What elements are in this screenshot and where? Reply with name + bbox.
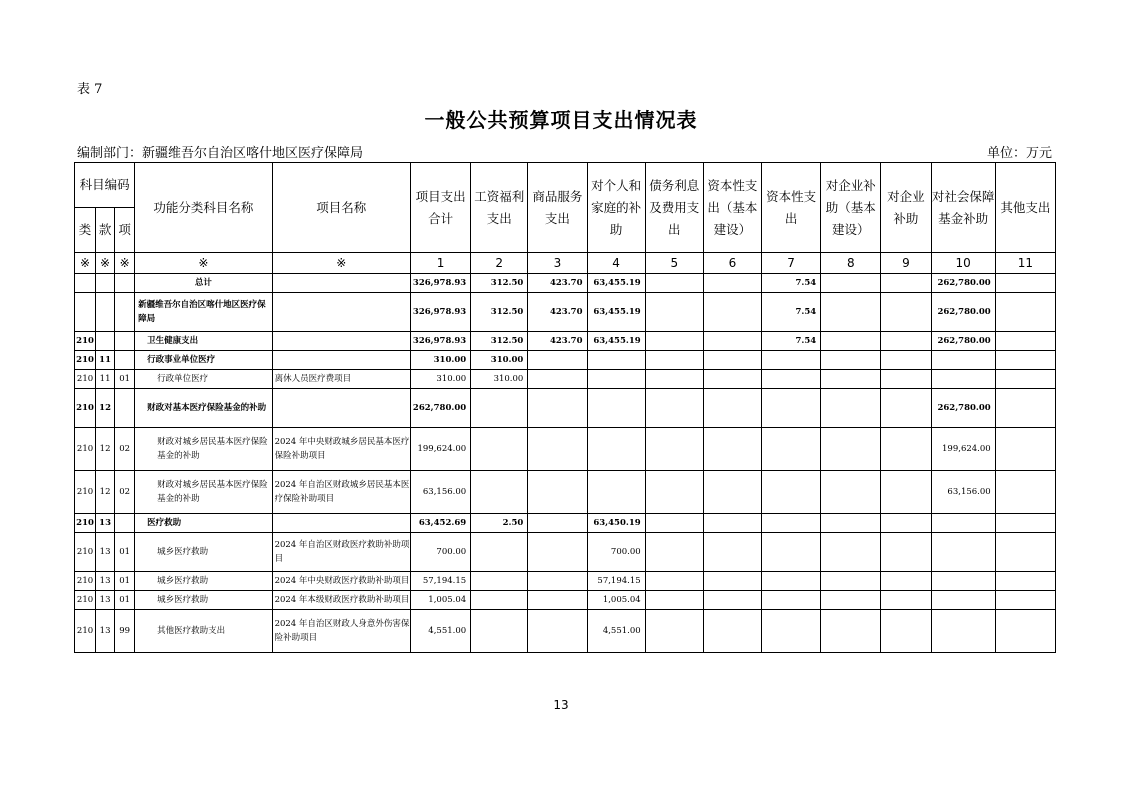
amount-cell — [703, 332, 761, 351]
amount-cell — [528, 591, 587, 610]
project-name-cell — [272, 274, 410, 293]
function-name-cell: 行政事业单位医疗 — [135, 351, 272, 370]
index-cell: 8 — [821, 253, 881, 274]
amount-cell — [703, 351, 761, 370]
col-header: 资本性支出（基本建设） — [703, 163, 761, 253]
amount-cell — [645, 471, 703, 514]
amount-cell — [881, 274, 931, 293]
amount-cell — [762, 471, 821, 514]
amount-cell: 63,450.19 — [587, 514, 645, 533]
amount-cell — [762, 610, 821, 653]
lei-cell: 210 — [75, 428, 96, 471]
kuan-cell — [96, 332, 115, 351]
amount-cell — [881, 572, 931, 591]
amount-cell — [881, 591, 931, 610]
amount-cell — [528, 514, 587, 533]
amount-cell — [995, 428, 1055, 471]
index-cell: 2 — [471, 253, 528, 274]
index-cell: 7 — [762, 253, 821, 274]
col-header: 对社会保障基金补助 — [931, 163, 995, 253]
function-name-cell: 行政单位医疗 — [135, 370, 272, 389]
amount-cell — [995, 389, 1055, 428]
amount-cell — [703, 514, 761, 533]
function-name-header: 功能分类科目名称 — [135, 163, 272, 253]
amount-cell — [528, 370, 587, 389]
amount-cell — [881, 293, 931, 332]
amount-cell: 700.00 — [587, 533, 645, 572]
amount-cell — [821, 591, 881, 610]
amount-cell — [471, 471, 528, 514]
col-header: 其他支出 — [995, 163, 1055, 253]
amount-cell — [703, 610, 761, 653]
project-name-cell — [272, 293, 410, 332]
xiang-cell — [115, 514, 135, 533]
col-header: 资本性支出 — [762, 163, 821, 253]
amount-cell — [881, 389, 931, 428]
lei-header: 类 — [75, 208, 96, 253]
amount-cell — [703, 293, 761, 332]
lei-cell — [75, 274, 96, 293]
index-cell: ※ — [96, 253, 115, 274]
table-row — [75, 293, 1056, 332]
kuan-cell: 12 — [96, 389, 115, 428]
kuan-cell: 11 — [96, 370, 115, 389]
lei-cell: 210 — [75, 351, 96, 370]
amount-cell — [821, 533, 881, 572]
amount-cell — [931, 351, 995, 370]
table-row — [75, 370, 1056, 389]
xiang-cell: 01 — [115, 591, 135, 610]
amount-cell — [821, 514, 881, 533]
amount-cell — [587, 471, 645, 514]
table-row — [75, 332, 1056, 351]
amount-cell — [821, 332, 881, 351]
table-row — [75, 514, 1056, 533]
amount-cell: 310.00 — [410, 351, 470, 370]
amount-cell — [703, 428, 761, 471]
amount-cell: 1,005.04 — [410, 591, 470, 610]
xiang-cell — [115, 274, 135, 293]
kuan-header: 款 — [96, 208, 115, 253]
index-cell: 10 — [931, 253, 995, 274]
lei-cell: 210 — [75, 591, 96, 610]
kuan-cell: 13 — [96, 572, 115, 591]
index-cell: 4 — [587, 253, 645, 274]
amount-cell — [995, 610, 1055, 653]
amount-cell — [995, 351, 1055, 370]
amount-cell — [528, 471, 587, 514]
kuan-cell: 12 — [96, 471, 115, 514]
amount-cell — [881, 428, 931, 471]
amount-cell — [995, 514, 1055, 533]
amount-cell — [645, 370, 703, 389]
project-name-header: 项目名称 — [272, 163, 410, 253]
amount-cell — [645, 274, 703, 293]
amount-cell: 57,194.15 — [587, 572, 645, 591]
project-name-cell: 2024 年中央财政城乡居民基本医疗保险补助项目 — [272, 428, 410, 471]
amount-cell — [931, 370, 995, 389]
table-row — [75, 428, 1056, 471]
amount-cell: 310.00 — [471, 370, 528, 389]
col-header: 对个人和家庭的补助 — [587, 163, 645, 253]
xiang-cell — [115, 351, 135, 370]
amount-cell: 63,455.19 — [587, 332, 645, 351]
xiang-header: 项 — [115, 208, 135, 253]
amount-cell — [995, 533, 1055, 572]
amount-cell: 262,780.00 — [931, 389, 995, 428]
amount-cell — [881, 533, 931, 572]
index-cell: ※ — [272, 253, 410, 274]
amount-cell — [703, 533, 761, 572]
kuan-cell: 13 — [96, 514, 115, 533]
amount-cell — [587, 351, 645, 370]
amount-cell — [995, 471, 1055, 514]
amount-cell: 262,780.00 — [931, 274, 995, 293]
amount-cell: 63,156.00 — [410, 471, 470, 514]
index-cell: ※ — [75, 253, 96, 274]
function-name-cell: 卫生健康支出 — [135, 332, 272, 351]
xiang-cell — [115, 332, 135, 351]
amount-cell: 262,780.00 — [931, 293, 995, 332]
col-header: 对企业补助 — [881, 163, 931, 253]
project-name-cell: 2024 年自治区财政人身意外伤害保险补助项目 — [272, 610, 410, 653]
amount-cell — [762, 591, 821, 610]
index-cell: 5 — [645, 253, 703, 274]
project-name-cell: 2024 年自治区财政医疗救助补助项目 — [272, 533, 410, 572]
amount-cell — [703, 370, 761, 389]
amount-cell — [645, 428, 703, 471]
xiang-cell: 01 — [115, 370, 135, 389]
function-name-cell: 财政对基本医疗保险基金的补助 — [135, 389, 272, 428]
project-name-cell — [272, 332, 410, 351]
amount-cell — [528, 572, 587, 591]
amount-cell: 423.70 — [528, 293, 587, 332]
amount-cell — [528, 428, 587, 471]
function-name-cell: 财政对城乡居民基本医疗保险基金的补助 — [135, 428, 272, 471]
index-cell: 1 — [410, 253, 470, 274]
amount-cell: 423.70 — [528, 274, 587, 293]
amount-cell: 63,156.00 — [931, 471, 995, 514]
amount-cell — [931, 591, 995, 610]
amount-cell: 4,551.00 — [587, 610, 645, 653]
amount-cell: 700.00 — [410, 533, 470, 572]
lei-cell: 210 — [75, 332, 96, 351]
amount-cell — [821, 274, 881, 293]
lei-cell: 210 — [75, 370, 96, 389]
lei-cell: 210 — [75, 572, 96, 591]
amount-cell — [995, 293, 1055, 332]
table-row — [75, 471, 1056, 514]
amount-cell: 312.50 — [471, 293, 528, 332]
amount-cell — [645, 533, 703, 572]
amount-cell — [528, 533, 587, 572]
amount-cell — [821, 428, 881, 471]
project-name-cell: 2024 年自治区财政城乡居民基本医疗保险补助项目 — [272, 471, 410, 514]
xiang-cell: 99 — [115, 610, 135, 653]
amount-cell — [645, 610, 703, 653]
amount-cell — [931, 514, 995, 533]
table-label: 表 7 — [77, 82, 103, 97]
amount-cell — [645, 572, 703, 591]
lei-cell — [75, 293, 96, 332]
amount-cell: 262,780.00 — [931, 332, 995, 351]
xiang-cell — [115, 293, 135, 332]
index-cell: 3 — [528, 253, 587, 274]
amount-cell — [881, 514, 931, 533]
table-row — [75, 533, 1056, 572]
page-title: 一般公共预算项目支出情况表 — [424, 108, 698, 132]
col-header: 商品服务支出 — [528, 163, 587, 253]
amount-cell — [471, 591, 528, 610]
function-name-cell: 其他医疗救助支出 — [135, 610, 272, 653]
subject-code-header: 科目编码 — [75, 163, 135, 208]
amount-cell — [762, 370, 821, 389]
amount-cell: 7.54 — [762, 293, 821, 332]
amount-cell — [471, 533, 528, 572]
amount-cell: 262,780.00 — [410, 389, 470, 428]
amount-cell — [881, 610, 931, 653]
budget-table — [74, 162, 1056, 653]
amount-cell — [471, 428, 528, 471]
amount-cell — [587, 370, 645, 389]
project-name-cell — [272, 514, 410, 533]
amount-cell: 7.54 — [762, 332, 821, 351]
table-row — [75, 572, 1056, 591]
project-name-cell: 离休人员医疗费项目 — [272, 370, 410, 389]
project-name-cell: 2024 年中央财政医疗救助补助项目 — [272, 572, 410, 591]
amount-cell — [881, 351, 931, 370]
amount-cell: 423.70 — [528, 332, 587, 351]
amount-cell — [762, 389, 821, 428]
kuan-cell: 13 — [96, 591, 115, 610]
amount-cell — [881, 332, 931, 351]
amount-cell: 7.54 — [762, 274, 821, 293]
amount-cell: 57,194.15 — [410, 572, 470, 591]
amount-cell — [821, 471, 881, 514]
amount-cell — [645, 351, 703, 370]
xiang-cell: 02 — [115, 428, 135, 471]
amount-cell — [587, 389, 645, 428]
amount-cell — [881, 370, 931, 389]
lei-cell: 210 — [75, 533, 96, 572]
lei-cell: 210 — [75, 471, 96, 514]
col-header: 债务利息及费用支出 — [645, 163, 703, 253]
amount-cell — [703, 274, 761, 293]
table-row — [75, 610, 1056, 653]
amount-cell — [931, 610, 995, 653]
amount-cell — [821, 610, 881, 653]
index-cell: ※ — [115, 253, 135, 274]
amount-cell: 310.00 — [410, 370, 470, 389]
amount-cell — [995, 332, 1055, 351]
amount-cell: 63,452.69 — [410, 514, 470, 533]
function-name-cell: 医疗救助 — [135, 514, 272, 533]
lei-cell: 210 — [75, 514, 96, 533]
amount-cell: 63,455.19 — [587, 274, 645, 293]
amount-cell — [821, 572, 881, 591]
amount-cell: 326,978.93 — [410, 293, 470, 332]
amount-cell — [821, 389, 881, 428]
amount-cell: 63,455.19 — [587, 293, 645, 332]
amount-cell — [821, 370, 881, 389]
project-name-cell — [272, 351, 410, 370]
amount-cell — [703, 591, 761, 610]
xiang-cell: 02 — [115, 471, 135, 514]
amount-cell: 2.50 — [471, 514, 528, 533]
amount-cell — [995, 370, 1055, 389]
amount-cell — [995, 274, 1055, 293]
project-name-cell — [272, 389, 410, 428]
amount-cell — [645, 389, 703, 428]
amount-cell — [703, 389, 761, 428]
kuan-cell: 13 — [96, 533, 115, 572]
index-row — [75, 253, 1056, 274]
function-name-cell: 总计 — [135, 274, 272, 293]
function-name-cell: 城乡医疗救助 — [135, 572, 272, 591]
amount-cell — [645, 293, 703, 332]
amount-cell — [528, 389, 587, 428]
amount-cell — [762, 428, 821, 471]
amount-cell — [762, 533, 821, 572]
index-cell: 11 — [995, 253, 1055, 274]
amount-cell — [762, 351, 821, 370]
amount-cell — [528, 351, 587, 370]
col-header: 工资福利支出 — [471, 163, 528, 253]
amount-cell: 310.00 — [471, 351, 528, 370]
xiang-cell: 01 — [115, 572, 135, 591]
project-name-cell: 2024 年本级财政医疗救助补助项目 — [272, 591, 410, 610]
function-name-cell: 城乡医疗救助 — [135, 533, 272, 572]
amount-cell — [703, 572, 761, 591]
amount-cell — [995, 572, 1055, 591]
index-cell: ※ — [135, 253, 272, 274]
amount-cell — [931, 533, 995, 572]
lei-cell: 210 — [75, 389, 96, 428]
col-header: 对企业补助（基本建设） — [821, 163, 881, 253]
xiang-cell: 01 — [115, 533, 135, 572]
table-row — [75, 351, 1056, 370]
amount-cell — [762, 572, 821, 591]
amount-cell — [821, 293, 881, 332]
table-row — [75, 274, 1056, 293]
index-cell: 6 — [703, 253, 761, 274]
function-name-cell: 城乡医疗救助 — [135, 591, 272, 610]
amount-cell — [645, 514, 703, 533]
amount-cell — [645, 591, 703, 610]
amount-cell — [528, 610, 587, 653]
lei-cell: 210 — [75, 610, 96, 653]
kuan-cell — [96, 274, 115, 293]
amount-cell — [762, 514, 821, 533]
amount-cell — [703, 471, 761, 514]
amount-cell: 4,551.00 — [410, 610, 470, 653]
header-row — [75, 163, 1056, 208]
amount-cell — [645, 332, 703, 351]
kuan-cell: 12 — [96, 428, 115, 471]
amount-cell — [587, 428, 645, 471]
amount-cell: 312.50 — [471, 332, 528, 351]
index-cell: 9 — [881, 253, 931, 274]
table-row — [75, 389, 1056, 428]
amount-cell: 312.50 — [471, 274, 528, 293]
amount-cell — [471, 389, 528, 428]
kuan-cell — [96, 293, 115, 332]
amount-cell — [881, 471, 931, 514]
function-name-cell: 财政对城乡居民基本医疗保险基金的补助 — [135, 471, 272, 514]
amount-cell: 326,978.93 — [410, 274, 470, 293]
department-label: 编制部门：新疆维吾尔自治区喀什地区医疗保障局 — [77, 146, 364, 161]
amount-cell — [821, 351, 881, 370]
xiang-cell — [115, 389, 135, 428]
amount-cell — [931, 572, 995, 591]
amount-cell — [995, 591, 1055, 610]
function-name-cell: 新疆维吾尔自治区喀什地区医疗保障局 — [135, 293, 272, 332]
kuan-cell: 11 — [96, 351, 115, 370]
amount-cell — [471, 572, 528, 591]
amount-cell: 199,624.00 — [410, 428, 470, 471]
amount-cell: 199,624.00 — [931, 428, 995, 471]
kuan-cell: 13 — [96, 610, 115, 653]
page-number: 13 — [553, 698, 569, 712]
table-row — [75, 591, 1056, 610]
unit-label: 单位：万元 — [986, 146, 1052, 161]
amount-cell — [471, 610, 528, 653]
amount-cell: 326,978.93 — [410, 332, 470, 351]
amount-cell: 1,005.04 — [587, 591, 645, 610]
col-header: 项目支出合计 — [410, 163, 470, 253]
